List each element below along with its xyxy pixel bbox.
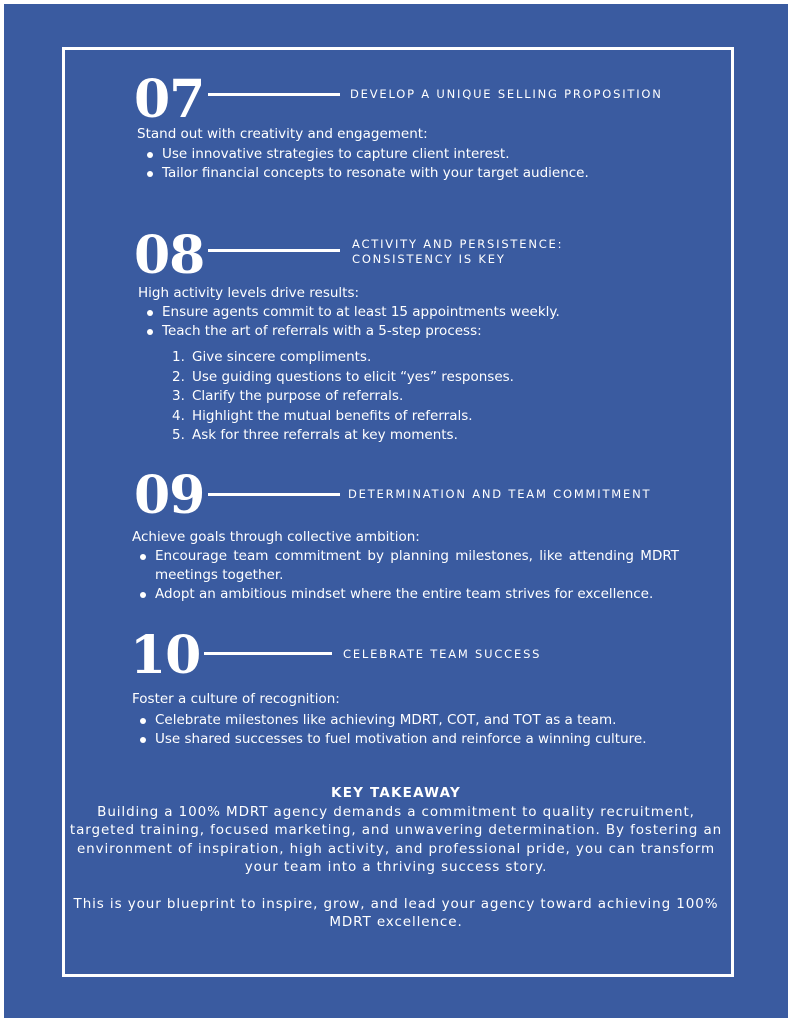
list-item: Ensure agents commit to at least 15 appointments weekly. — [140, 303, 660, 322]
key-takeaway-closing: This is your blueprint to inspire, grow, and lead your agency toward achieving 100% MDRT excellence. — [73, 895, 719, 930]
list-item: Tailor financial concepts to resonate with your target audience. — [140, 164, 660, 183]
step-text: Ask for three referrals at key moments. — [192, 427, 458, 443]
section-heading-08-line2: CONSISTENCY IS KEY — [352, 252, 506, 266]
section-heading-10: CELEBRATE TEAM SUCCESS — [343, 647, 542, 661]
section-intro-10: Foster a culture of recognition: — [132, 691, 340, 707]
list-item — [172, 368, 612, 388]
list-item — [172, 348, 612, 368]
section-intro-08: High activity levels drive results: — [138, 285, 360, 301]
referral-steps-list — [172, 348, 612, 446]
section-rule-08 — [208, 249, 340, 252]
list-item: Use shared successes to fuel motivation and reinforce a winning culture. — [133, 730, 679, 749]
step-text: Highlight the mutual benefits of referrals. — [192, 407, 473, 424]
step-text: Clarify the purpose of referrals. — [192, 388, 404, 404]
step-text: Give sincere compliments. — [192, 349, 372, 365]
section-rule-10 — [204, 652, 332, 655]
page-background — [4, 4, 788, 1018]
list-item — [172, 387, 612, 407]
step-number: 3. — [172, 388, 185, 404]
section-intro-09: Achieve goals through collective ambition: — [132, 529, 420, 545]
section-heading-08-line1: ACTIVITY AND PERSISTENCE: — [352, 237, 564, 251]
bullet-list-08 — [140, 303, 660, 341]
list-item: Adopt an ambitious mindset where the entire team strives for excellence. — [133, 585, 679, 604]
section-intro-07: Stand out with creativity and engagement: — [137, 126, 428, 142]
list-item — [172, 407, 612, 427]
bullet-list-10 — [133, 711, 679, 749]
section-rule-07 — [208, 93, 340, 96]
section-rule-09 — [208, 493, 340, 496]
step-text: Use guiding questions to elicit “yes” responses. — [192, 368, 514, 385]
key-takeaway-title: KEY TAKEAWAY — [331, 785, 461, 801]
section-number-07: 07 — [134, 69, 205, 130]
section-heading-08 — [352, 237, 563, 267]
key-takeaway-block — [66, 784, 726, 932]
key-takeaway-paragraph: Building a 100% MDRT agency demands a commitment to quality recruitment, targeted training, focused marketing, and unwavering determination. By fostering an environment of inspiration, high activity, and professional pride, you can transform your team into a thriving success story. — [69, 803, 723, 875]
section-number-09: 09 — [134, 465, 205, 526]
list-item — [172, 426, 612, 446]
section-number-08: 08 — [134, 225, 205, 286]
step-number: 4. — [172, 407, 185, 424]
list-item: Encourage team commitment by planning milestones, like attending MDRT meetings together. — [133, 547, 679, 585]
list-item: Celebrate milestones like achieving MDRT, COT, and TOT as a team. — [133, 711, 679, 730]
step-number: 2. — [172, 368, 185, 385]
step-number: 5. — [172, 427, 185, 443]
section-heading-07: DEVELOP A UNIQUE SELLING PROPOSITION — [350, 87, 663, 101]
list-item: Use innovative strategies to capture client interest. — [140, 145, 660, 164]
step-number: 1. — [172, 349, 185, 365]
bullet-list-07 — [140, 145, 660, 183]
list-item: Teach the art of referrals with a 5-step process: — [140, 322, 660, 341]
bullet-list-09 — [133, 547, 679, 604]
section-number-10: 10 — [130, 625, 201, 686]
section-heading-09: DETERMINATION AND TEAM COMMITMENT — [348, 487, 652, 501]
